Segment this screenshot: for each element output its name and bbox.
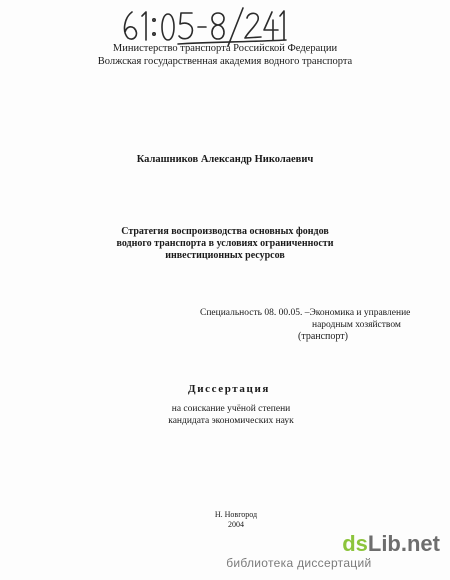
specialty-field: народным хозяйством xyxy=(312,320,401,330)
watermark-subtitle: библиотека диссертаций xyxy=(226,556,372,570)
author-name: Калашников Александр Николаевич xyxy=(136,154,314,165)
document-type: Диссертация xyxy=(188,383,270,395)
city: Н. Новгород xyxy=(214,510,258,519)
degree-purpose: на соискание учёной степени xyxy=(171,404,291,414)
watermark-logo xyxy=(342,532,440,556)
dissertation-title-line-3: инвестиционных ресурсов xyxy=(165,250,285,261)
dissertation-title-line-1: Стратегия воспроизводства основных фондов xyxy=(121,226,329,237)
degree-name: кандидата экономических наук xyxy=(168,416,294,426)
academy-name: Волжская государственная академия водного транспорта xyxy=(97,56,353,67)
watermark xyxy=(226,532,440,570)
specialty-code: Специальность 08. 00.05. –Экономика и управление xyxy=(200,308,411,318)
year: 2004 xyxy=(228,520,244,529)
watermark-logo-lib: Lib xyxy=(367,531,401,556)
ministry-name: Министерство транспорта Российской Федерации xyxy=(112,43,338,54)
dissertation-title-line-2: водного транспорта в условиях ограниченности xyxy=(116,238,334,249)
watermark-logo-ds: ds xyxy=(342,531,368,556)
specialty-subfield: (транспорт) xyxy=(298,331,348,342)
watermark-logo-net: .net xyxy=(400,531,440,556)
